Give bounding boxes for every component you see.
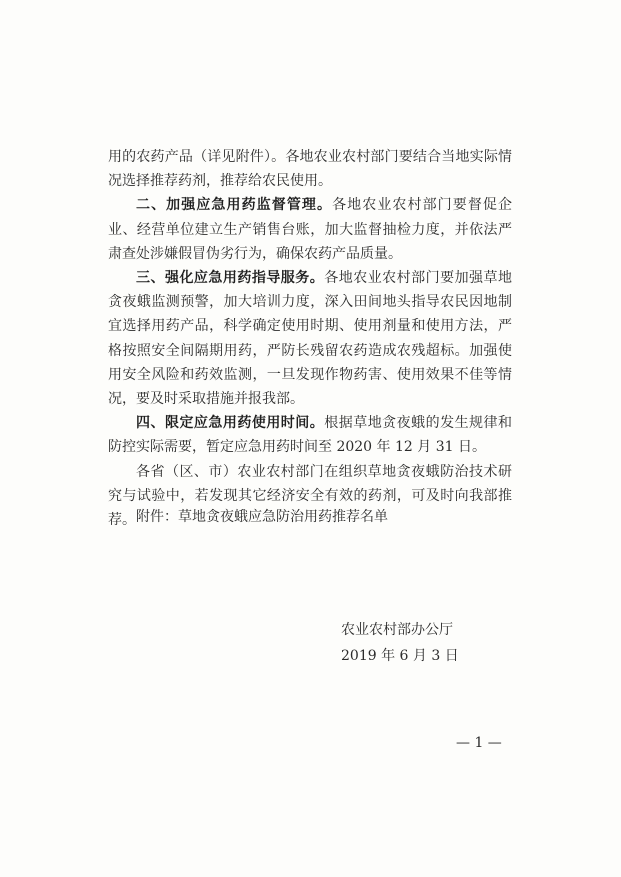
paragraph-2-text: 各地农业农村部门要督促企业、经营单位建立生产销售台账，加大监督抽检力度，并依法严肃查处涉嫌假冒伪劣行为，确保农药产品质量。 (108, 197, 513, 262)
paragraph-4 (108, 411, 512, 459)
paragraph-3 (108, 266, 512, 411)
paragraph-4-text: 根据草地贪夜蛾的发生规律和防控实际需要，暂定应急用药时间至 2020 年 12 月 31 日。 (108, 415, 513, 456)
paragraph-2 (108, 193, 512, 266)
signature-date: 2019 年 6 月 3 日 (341, 648, 459, 664)
paragraph-4-heading: 四、限定应急用药使用时间。 (136, 415, 325, 432)
document-body (108, 145, 512, 532)
paragraph-3-heading: 三、强化应急用药指导服务。 (136, 270, 325, 287)
paragraph-1-text: 用的农药产品（详见附件）。各地农业农村部门要结合当地实际情况选择推荐药剂，推荐给农民使用。 (108, 149, 512, 190)
paragraph-5-text: 各省（区、市）农业农村部门在组织草地贪夜蛾防治技术研究与试验中，若发现其它经济安全有效的药剂，可及时向我部推荐。 (108, 463, 512, 529)
signature-organization: 农业农村部办公厅 (341, 622, 453, 638)
attachment-line: 附件：草地贪夜蛾应急防治用药推荐名单 (136, 509, 388, 525)
paragraph-2-heading: 二、加强应急用药监督管理。 (136, 197, 333, 214)
paragraph-1 (108, 145, 512, 193)
paragraph-3-text: 各地农业农村部门要加强草地贪夜蛾监测预警，加大培训力度，深入田间地头指导农民因地制宜选择用药产品，科学确定使用时期、使用剂量和使用方法，严格按照安全间隔期用药，严防长残留农药造成农残超标。加强使用安全风险和药效监测，一旦发现作物药害、使用效果不佳等情况，要及时采取措施并报我部。 (108, 270, 513, 408)
page-number: — 1 — (456, 735, 502, 751)
